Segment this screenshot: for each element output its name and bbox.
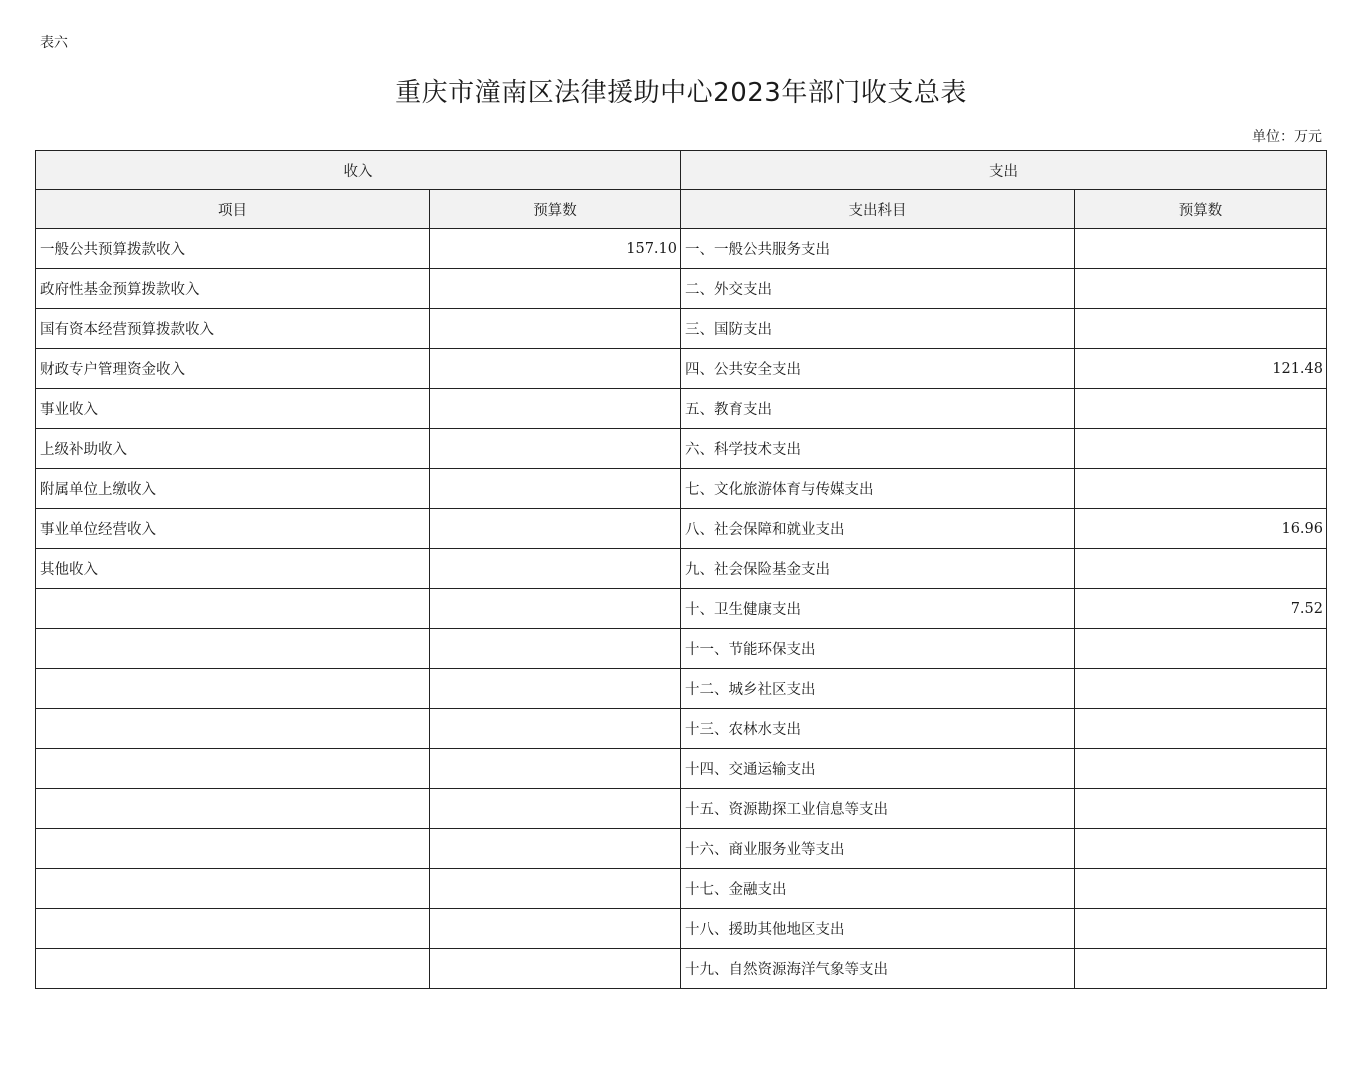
section-header-row	[36, 151, 1327, 190]
table-row	[36, 429, 1327, 469]
expense-budget-cell	[1075, 469, 1327, 509]
income-budget-cell	[430, 549, 681, 589]
expense-item-cell: 十三、农林水支出	[681, 709, 1075, 749]
income-item-cell	[36, 829, 430, 869]
budget-summary-table	[35, 150, 1327, 989]
expense-item-cell: 五、教育支出	[681, 389, 1075, 429]
table-row	[36, 589, 1327, 629]
income-section-header: 收入	[36, 151, 681, 190]
table-row	[36, 949, 1327, 989]
income-budget-cell	[430, 269, 681, 309]
income-item-cell: 国有资本经营预算拨款收入	[36, 309, 430, 349]
expense-item-cell: 十六、商业服务业等支出	[681, 829, 1075, 869]
income-budget-cell	[430, 709, 681, 749]
expense-item-cell: 十一、节能环保支出	[681, 629, 1075, 669]
expense-item-cell: 四、公共安全支出	[681, 349, 1075, 389]
income-budget-cell	[430, 389, 681, 429]
expense-item-cell: 十五、资源勘探工业信息等支出	[681, 789, 1075, 829]
income-budget-cell	[430, 429, 681, 469]
expense-budget-cell	[1075, 949, 1327, 989]
table-row	[36, 749, 1327, 789]
income-budget-cell	[430, 869, 681, 909]
unit-label: 单位：万元	[1252, 129, 1322, 145]
income-budget-cell	[430, 669, 681, 709]
income-budget-cell	[430, 829, 681, 869]
expense-budget-cell	[1075, 429, 1327, 469]
expense-item-cell: 一、一般公共服务支出	[681, 229, 1075, 269]
income-budget-cell	[430, 589, 681, 629]
table-row	[36, 389, 1327, 429]
expense-budget-cell	[1075, 229, 1327, 269]
expense-item-cell: 十四、交通运输支出	[681, 749, 1075, 789]
expense-budget-cell	[1075, 749, 1327, 789]
expense-budget-cell	[1075, 909, 1327, 949]
expense-budget-cell: 7.52	[1075, 589, 1327, 629]
expense-section-header: 支出	[681, 151, 1327, 190]
income-item-cell: 财政专户管理资金收入	[36, 349, 430, 389]
table-row	[36, 349, 1327, 389]
income-budget-cell	[430, 469, 681, 509]
expense-item-cell: 八、社会保障和就业支出	[681, 509, 1075, 549]
table-row	[36, 469, 1327, 509]
income-budget-cell	[430, 309, 681, 349]
table-row	[36, 909, 1327, 949]
income-item-cell: 一般公共预算拨款收入	[36, 229, 430, 269]
page-title: 重庆市潼南区法律援助中心2023年部门收支总表	[395, 78, 967, 108]
income-item-cell: 政府性基金预算拨款收入	[36, 269, 430, 309]
table-row	[36, 669, 1327, 709]
expense-item-cell: 十、卫生健康支出	[681, 589, 1075, 629]
table-row	[36, 509, 1327, 549]
income-budget-cell	[430, 629, 681, 669]
income-item-cell: 其他收入	[36, 549, 430, 589]
expense-budget-cell	[1075, 669, 1327, 709]
expense-item-cell: 三、国防支出	[681, 309, 1075, 349]
income-budget-cell	[430, 509, 681, 549]
expense-budget-cell	[1075, 389, 1327, 429]
income-budget-header: 预算数	[430, 190, 681, 229]
table-row	[36, 229, 1327, 269]
income-item-cell	[36, 749, 430, 789]
income-budget-cell: 157.10	[430, 229, 681, 269]
table-row	[36, 829, 1327, 869]
expense-item-cell: 六、科学技术支出	[681, 429, 1075, 469]
expense-item-cell: 二、外交支出	[681, 269, 1075, 309]
expense-item-cell: 十七、金融支出	[681, 869, 1075, 909]
income-item-cell	[36, 629, 430, 669]
income-item-cell: 上级补助收入	[36, 429, 430, 469]
expense-item-cell: 十九、自然资源海洋气象等支出	[681, 949, 1075, 989]
income-item-header: 项目	[36, 190, 430, 229]
table-row	[36, 789, 1327, 829]
expense-item-cell: 十二、城乡社区支出	[681, 669, 1075, 709]
column-header-row	[36, 190, 1327, 229]
income-item-cell	[36, 709, 430, 749]
table-row	[36, 709, 1327, 749]
income-budget-cell	[430, 749, 681, 789]
expense-budget-cell	[1075, 869, 1327, 909]
income-budget-cell	[430, 949, 681, 989]
income-item-cell: 附属单位上缴收入	[36, 469, 430, 509]
table-row	[36, 269, 1327, 309]
income-item-cell	[36, 949, 430, 989]
expense-budget-cell	[1075, 549, 1327, 589]
table-row	[36, 629, 1327, 669]
table-row	[36, 869, 1327, 909]
income-item-cell: 事业单位经营收入	[36, 509, 430, 549]
income-budget-cell	[430, 789, 681, 829]
expense-budget-cell	[1075, 309, 1327, 349]
income-item-cell	[36, 669, 430, 709]
expense-budget-cell	[1075, 709, 1327, 749]
income-item-cell	[36, 789, 430, 829]
expense-item-cell: 十八、援助其他地区支出	[681, 909, 1075, 949]
income-budget-cell	[430, 349, 681, 389]
table-row	[36, 549, 1327, 589]
expense-budget-cell	[1075, 629, 1327, 669]
expense-item-cell: 七、文化旅游体育与传媒支出	[681, 469, 1075, 509]
expense-budget-cell	[1075, 269, 1327, 309]
expense-budget-header: 预算数	[1075, 190, 1327, 229]
income-item-cell	[36, 909, 430, 949]
income-item-cell: 事业收入	[36, 389, 430, 429]
table-label: 表六	[40, 35, 68, 51]
income-budget-cell	[430, 909, 681, 949]
income-item-cell	[36, 589, 430, 629]
expense-budget-cell	[1075, 829, 1327, 869]
expense-budget-cell: 16.96	[1075, 509, 1327, 549]
income-item-cell	[36, 869, 430, 909]
table-row	[36, 309, 1327, 349]
expense-item-header: 支出科目	[681, 190, 1075, 229]
expense-budget-cell	[1075, 789, 1327, 829]
expense-item-cell: 九、社会保险基金支出	[681, 549, 1075, 589]
expense-budget-cell: 121.48	[1075, 349, 1327, 389]
